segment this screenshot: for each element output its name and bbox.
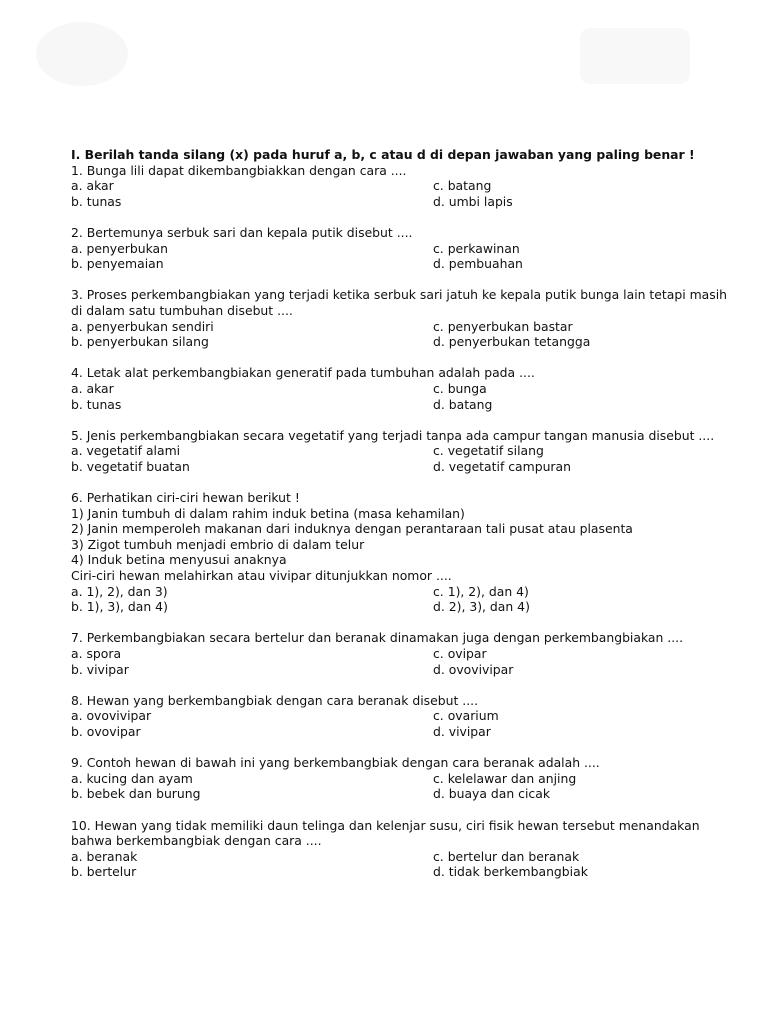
worksheet [71, 147, 731, 896]
answer-option[interactable]: b. tunas [71, 396, 122, 412]
answer-options [71, 849, 731, 880]
question-1 [71, 163, 731, 210]
answer-option[interactable]: c. bertelur dan beranak [433, 848, 580, 864]
answer-options [71, 584, 731, 615]
question-text: 8. Hewan yang berkembangbiak dengan cara beranak disebut .... [71, 692, 479, 708]
answer-option[interactable]: b. vivipar [71, 661, 129, 677]
question-text: 3. Proses perkembangbiakan yang terjadi ketika serbuk sari jatuh ke kepala putik bunga lain tetapi masih di dalam satu tumbuhan disebut .... [71, 287, 728, 318]
answer-option[interactable]: d. vegetatif campuran [433, 458, 571, 474]
question-8 [71, 693, 731, 740]
faded-logo-watermark [36, 22, 128, 86]
question-6 [71, 490, 731, 615]
answer-option[interactable]: b. tunas [71, 193, 122, 209]
question-text: 4. Letak alat perkembangbiakan generatif pada tumbuhan adalah pada .... [71, 365, 535, 381]
answer-option[interactable]: d. ovovivipar [433, 661, 514, 677]
answer-option[interactable]: c. kelelawar dan anjing [433, 770, 577, 786]
answer-options [71, 178, 731, 209]
answer-option[interactable]: c. vegetatif silang [433, 443, 544, 459]
answer-options [71, 319, 731, 350]
answer-option[interactable]: a. penyerbukan sendiri [71, 318, 214, 334]
answer-option[interactable]: a. akar [71, 178, 114, 194]
answer-option[interactable]: c. penyerbukan bastar [433, 318, 573, 334]
question-2 [71, 225, 731, 272]
answer-option[interactable]: d. 2), 3), dan 4) [433, 599, 530, 615]
question-9 [71, 755, 731, 802]
answer-option[interactable]: c. bunga [433, 380, 487, 396]
question-subline: 3) Zigot tumbuh menjadi embrio di dalam telur [71, 536, 365, 552]
answer-option[interactable]: a. akar [71, 380, 114, 396]
answer-option[interactable]: d. vivipar [433, 723, 491, 739]
answer-option[interactable]: a. beranak [71, 848, 138, 864]
question-text: 6. Perhatikan ciri-ciri hewan berikut ! [71, 490, 300, 506]
question-subline: 4) Induk betina menyusui anaknya [71, 552, 287, 568]
answer-option[interactable]: c. 1), 2), dan 4) [433, 583, 529, 599]
question-5 [71, 428, 731, 475]
answer-option[interactable]: c. ovarium [433, 708, 499, 724]
question-3 [71, 287, 731, 349]
answer-option[interactable]: d. penyerbukan tetangga [433, 334, 591, 350]
answer-option[interactable]: a. spora [71, 646, 122, 661]
answer-option[interactable]: b. bebek dan burung [71, 786, 201, 802]
question-text: 7. Perkembangbiakan secara bertelur dan beranak dinamakan juga dengan perkembangbiakan .... [71, 630, 684, 646]
answer-option[interactable]: b. 1), 3), dan 4) [71, 599, 168, 615]
answer-options [71, 771, 731, 802]
answer-option[interactable]: a. penyerbukan [71, 240, 168, 256]
question-7 [71, 630, 731, 677]
answer-options [71, 708, 731, 739]
instruction-heading: I. Berilah tanda silang (x) pada huruf a, b, c atau d di depan jawaban yang paling benar ! [71, 147, 695, 162]
answer-option[interactable]: c. ovipar [433, 646, 487, 661]
question-text: 5. Jenis perkembangbiakan secara vegetatif yang terjadi tanpa ada campur tangan manusia disebut .... [71, 427, 715, 443]
answer-option[interactable]: a. ovovivipar [71, 708, 152, 724]
answer-option[interactable]: b. ovovipar [71, 723, 141, 739]
question-text: 2. Bertemunya serbuk sari dan kepala putik disebut .... [71, 224, 413, 240]
answer-option[interactable]: d. batang [433, 396, 493, 412]
answer-option[interactable]: b. bertelur [71, 864, 137, 880]
question-list [71, 163, 731, 880]
question-4 [71, 365, 731, 412]
question-text: 9. Contoh hewan di bawah ini yang berkembangbiak dengan cara beranak adalah .... [71, 755, 600, 771]
answer-option[interactable]: d. tidak berkembangbiak [433, 864, 588, 880]
answer-option[interactable]: b. vegetatif buatan [71, 458, 190, 474]
answer-option[interactable]: d. umbi lapis [433, 193, 513, 209]
answer-option[interactable]: d. buaya dan cicak [433, 786, 551, 802]
question-text: 1. Bunga lili dapat dikembangbiakkan dengan cara .... [71, 162, 407, 178]
answer-option[interactable]: c. batang [433, 178, 492, 194]
answer-options [71, 241, 731, 272]
answer-option[interactable]: a. kucing dan ayam [71, 770, 193, 786]
question-subline: Ciri-ciri hewan melahirkan atau vivipar ditunjukkan nomor .... [71, 568, 452, 584]
answer-option[interactable]: c. perkawinan [433, 240, 520, 256]
answer-option[interactable]: d. pembuahan [433, 256, 523, 272]
question-subline: 1) Janin tumbuh di dalam rahim induk betina (masa kehamilan) [71, 505, 465, 521]
question-10 [71, 818, 731, 880]
faded-header-watermark [580, 28, 690, 84]
question-subline: 2) Janin memperoleh makanan dari induknya dengan perantaraan tali pusat atau plasenta [71, 521, 633, 537]
answer-options [71, 381, 731, 412]
question-text: 10. Hewan yang tidak memiliki daun telinga dan kelenjar susu, ciri fisik hewan tersebut menandakan bahwa berkembangbiak dengan cara .... [71, 817, 700, 849]
answer-options [71, 443, 731, 474]
answer-option[interactable]: a. 1), 2), dan 3) [71, 583, 168, 599]
answer-option[interactable]: a. vegetatif alami [71, 443, 181, 459]
answer-options [71, 646, 731, 677]
answer-option[interactable]: b. penyemaian [71, 256, 164, 272]
answer-option[interactable]: b. penyerbukan silang [71, 334, 209, 350]
